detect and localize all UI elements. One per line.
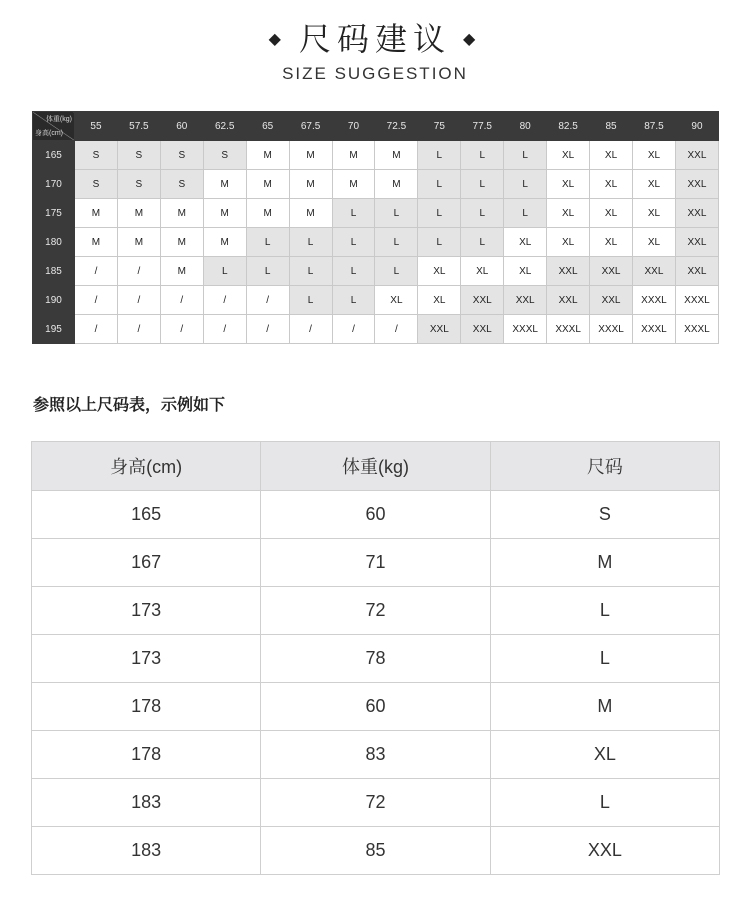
size-cell: S xyxy=(203,141,246,170)
size-cell: XXXL xyxy=(504,315,547,344)
size-cell: L xyxy=(289,228,332,257)
size-cell: L xyxy=(289,286,332,315)
size-cell: / xyxy=(117,315,160,344)
size-cell: L xyxy=(461,228,504,257)
size-cell: M xyxy=(203,170,246,199)
weight-header: 75 xyxy=(418,112,461,141)
table-row xyxy=(32,587,720,635)
table-row xyxy=(32,539,720,587)
size-cell: M xyxy=(289,199,332,228)
height-header: 175 xyxy=(33,199,75,228)
size-cell: L xyxy=(461,141,504,170)
size-cell: M xyxy=(75,228,118,257)
weight-header: 55 xyxy=(75,112,118,141)
example-cell: M xyxy=(490,683,719,731)
size-cell: XL xyxy=(632,141,675,170)
example-cell: 178 xyxy=(32,683,261,731)
size-cell: XL xyxy=(547,199,590,228)
size-cell: M xyxy=(160,257,203,286)
size-cell: S xyxy=(75,170,118,199)
example-cell: 78 xyxy=(261,635,490,683)
matrix-row xyxy=(33,286,719,315)
size-cell: / xyxy=(117,257,160,286)
weight-header: 80 xyxy=(504,112,547,141)
page-title-text: 尺码建议 xyxy=(298,20,451,58)
matrix-corner xyxy=(33,112,75,141)
example-cell: 72 xyxy=(261,779,490,827)
size-cell: XL xyxy=(461,257,504,286)
height-header: 190 xyxy=(33,286,75,315)
size-cell: XL xyxy=(547,170,590,199)
example-cell: 71 xyxy=(261,539,490,587)
example-cell: 173 xyxy=(32,587,261,635)
table-row xyxy=(32,731,720,779)
size-cell: S xyxy=(117,170,160,199)
size-cell: / xyxy=(289,315,332,344)
size-cell: XXXL xyxy=(632,286,675,315)
size-cell: XXL xyxy=(675,257,718,286)
example-header-row xyxy=(32,442,720,491)
height-header: 170 xyxy=(33,170,75,199)
size-cell: L xyxy=(504,170,547,199)
matrix-header-row xyxy=(33,112,719,141)
size-cell: / xyxy=(375,315,418,344)
size-cell: XXL xyxy=(590,286,633,315)
size-cell: XXL xyxy=(675,170,718,199)
weight-header: 87.5 xyxy=(632,112,675,141)
size-cell: XL xyxy=(504,228,547,257)
size-cell: M xyxy=(375,141,418,170)
table-row xyxy=(32,779,720,827)
weight-header: 62.5 xyxy=(203,112,246,141)
weight-header: 72.5 xyxy=(375,112,418,141)
example-body xyxy=(32,491,720,875)
table-row xyxy=(32,827,720,875)
size-cell: XXL xyxy=(632,257,675,286)
size-cell: XL xyxy=(418,286,461,315)
height-header: 165 xyxy=(33,141,75,170)
size-cell: L xyxy=(203,257,246,286)
size-cell: XXXL xyxy=(547,315,590,344)
size-cell: L xyxy=(418,199,461,228)
example-column-header: 体重(kg) xyxy=(261,442,490,491)
size-cell: XXXL xyxy=(675,286,718,315)
size-cell: XL xyxy=(632,199,675,228)
size-cell: XL xyxy=(590,141,633,170)
size-matrix xyxy=(32,111,719,344)
diamond-right-icon: ◆ xyxy=(463,28,482,48)
example-table xyxy=(31,441,720,875)
size-cell: XXL xyxy=(675,141,718,170)
size-cell: S xyxy=(75,141,118,170)
size-cell: XL xyxy=(590,228,633,257)
matrix-row xyxy=(33,257,719,286)
example-cell: M xyxy=(490,539,719,587)
example-cell: L xyxy=(490,587,719,635)
size-cell: L xyxy=(418,170,461,199)
size-cell: L xyxy=(289,257,332,286)
matrix-row xyxy=(33,228,719,257)
example-cell: L xyxy=(490,635,719,683)
size-cell: / xyxy=(203,315,246,344)
example-cell: 60 xyxy=(261,683,490,731)
example-cell: 178 xyxy=(32,731,261,779)
size-cell: L xyxy=(246,257,289,286)
example-cell: 85 xyxy=(261,827,490,875)
size-cell: M xyxy=(246,141,289,170)
example-cell: 60 xyxy=(261,491,490,539)
size-cell: XL xyxy=(418,257,461,286)
size-cell: L xyxy=(375,199,418,228)
table-row xyxy=(32,635,720,683)
size-cell: M xyxy=(203,199,246,228)
size-cell: M xyxy=(117,228,160,257)
matrix-row xyxy=(33,170,719,199)
size-cell: M xyxy=(332,170,375,199)
size-cell: XXL xyxy=(461,315,504,344)
size-cell: / xyxy=(160,286,203,315)
size-cell: XXL xyxy=(504,286,547,315)
weight-header: 65 xyxy=(246,112,289,141)
size-cell: L xyxy=(375,228,418,257)
size-cell: M xyxy=(289,141,332,170)
example-cell: 167 xyxy=(32,539,261,587)
size-cell: M xyxy=(117,199,160,228)
height-header: 185 xyxy=(33,257,75,286)
example-cell: 173 xyxy=(32,635,261,683)
size-cell: XL xyxy=(547,141,590,170)
size-cell: M xyxy=(332,141,375,170)
size-cell: L xyxy=(504,141,547,170)
weight-header: 67.5 xyxy=(289,112,332,141)
size-cell: L xyxy=(375,257,418,286)
size-cell: XXL xyxy=(675,228,718,257)
matrix-row xyxy=(33,315,719,344)
example-cell: XXL xyxy=(490,827,719,875)
size-cell: XXXL xyxy=(675,315,718,344)
page-title xyxy=(0,14,750,60)
weight-header: 82.5 xyxy=(547,112,590,141)
weight-header: 60 xyxy=(160,112,203,141)
matrix-row xyxy=(33,199,719,228)
size-cell: M xyxy=(246,170,289,199)
example-cell: S xyxy=(490,491,719,539)
size-cell: M xyxy=(246,199,289,228)
example-cell: 83 xyxy=(261,731,490,779)
size-cell: / xyxy=(246,315,289,344)
example-cell: L xyxy=(490,779,719,827)
size-cell: / xyxy=(203,286,246,315)
size-cell: S xyxy=(117,141,160,170)
size-cell: S xyxy=(160,170,203,199)
height-header: 180 xyxy=(33,228,75,257)
size-cell: L xyxy=(418,141,461,170)
example-cell: 183 xyxy=(32,779,261,827)
diamond-left-icon: ◆ xyxy=(268,28,287,48)
size-cell: L xyxy=(504,199,547,228)
example-column-header: 尺码 xyxy=(490,442,719,491)
corner-weight-label: 体重(kg) xyxy=(45,116,72,123)
size-cell: / xyxy=(75,315,118,344)
size-cell: L xyxy=(461,199,504,228)
size-cell: M xyxy=(203,228,246,257)
corner-height-label: 身高(cm) xyxy=(35,130,63,137)
size-cell: L xyxy=(332,228,375,257)
page-subtitle: SIZE SUGGESTION xyxy=(282,64,468,83)
size-cell: L xyxy=(332,286,375,315)
size-cell: L xyxy=(246,228,289,257)
weight-header: 70 xyxy=(332,112,375,141)
size-cell: XXL xyxy=(590,257,633,286)
size-cell: M xyxy=(375,170,418,199)
size-cell: L xyxy=(332,257,375,286)
size-cell: M xyxy=(75,199,118,228)
size-cell: XL xyxy=(590,199,633,228)
height-header: 195 xyxy=(33,315,75,344)
example-cell: XL xyxy=(490,731,719,779)
size-cell: / xyxy=(246,286,289,315)
size-cell: L xyxy=(461,170,504,199)
size-cell: S xyxy=(160,141,203,170)
size-cell: / xyxy=(160,315,203,344)
example-note: 参照以上尺码表，示例如下 xyxy=(33,395,226,414)
size-cell: XL xyxy=(547,228,590,257)
size-cell: XXL xyxy=(547,286,590,315)
size-cell: XL xyxy=(590,170,633,199)
size-cell: XL xyxy=(504,257,547,286)
size-cell: L xyxy=(332,199,375,228)
weight-header: 85 xyxy=(590,112,633,141)
size-cell: XXL xyxy=(675,199,718,228)
matrix-body xyxy=(33,141,719,344)
size-cell: XL xyxy=(375,286,418,315)
size-cell: / xyxy=(332,315,375,344)
example-cell: 183 xyxy=(32,827,261,875)
size-cell: / xyxy=(75,257,118,286)
weight-header: 90 xyxy=(675,112,718,141)
table-row xyxy=(32,491,720,539)
size-cell: M xyxy=(160,199,203,228)
size-cell: XL xyxy=(632,228,675,257)
size-cell: XXL xyxy=(547,257,590,286)
size-cell: / xyxy=(117,286,160,315)
matrix-row xyxy=(33,141,719,170)
size-cell: XXXL xyxy=(590,315,633,344)
size-cell: XL xyxy=(632,170,675,199)
size-cell: M xyxy=(160,228,203,257)
size-cell: XXL xyxy=(461,286,504,315)
example-column-header: 身高(cm) xyxy=(32,442,261,491)
weight-header: 77.5 xyxy=(461,112,504,141)
size-cell: / xyxy=(75,286,118,315)
size-cell: L xyxy=(418,228,461,257)
table-row xyxy=(32,683,720,731)
size-cell: M xyxy=(289,170,332,199)
weight-header: 57.5 xyxy=(117,112,160,141)
example-cell: 165 xyxy=(32,491,261,539)
size-cell: XXXL xyxy=(632,315,675,344)
size-cell: XXL xyxy=(418,315,461,344)
example-cell: 72 xyxy=(261,587,490,635)
